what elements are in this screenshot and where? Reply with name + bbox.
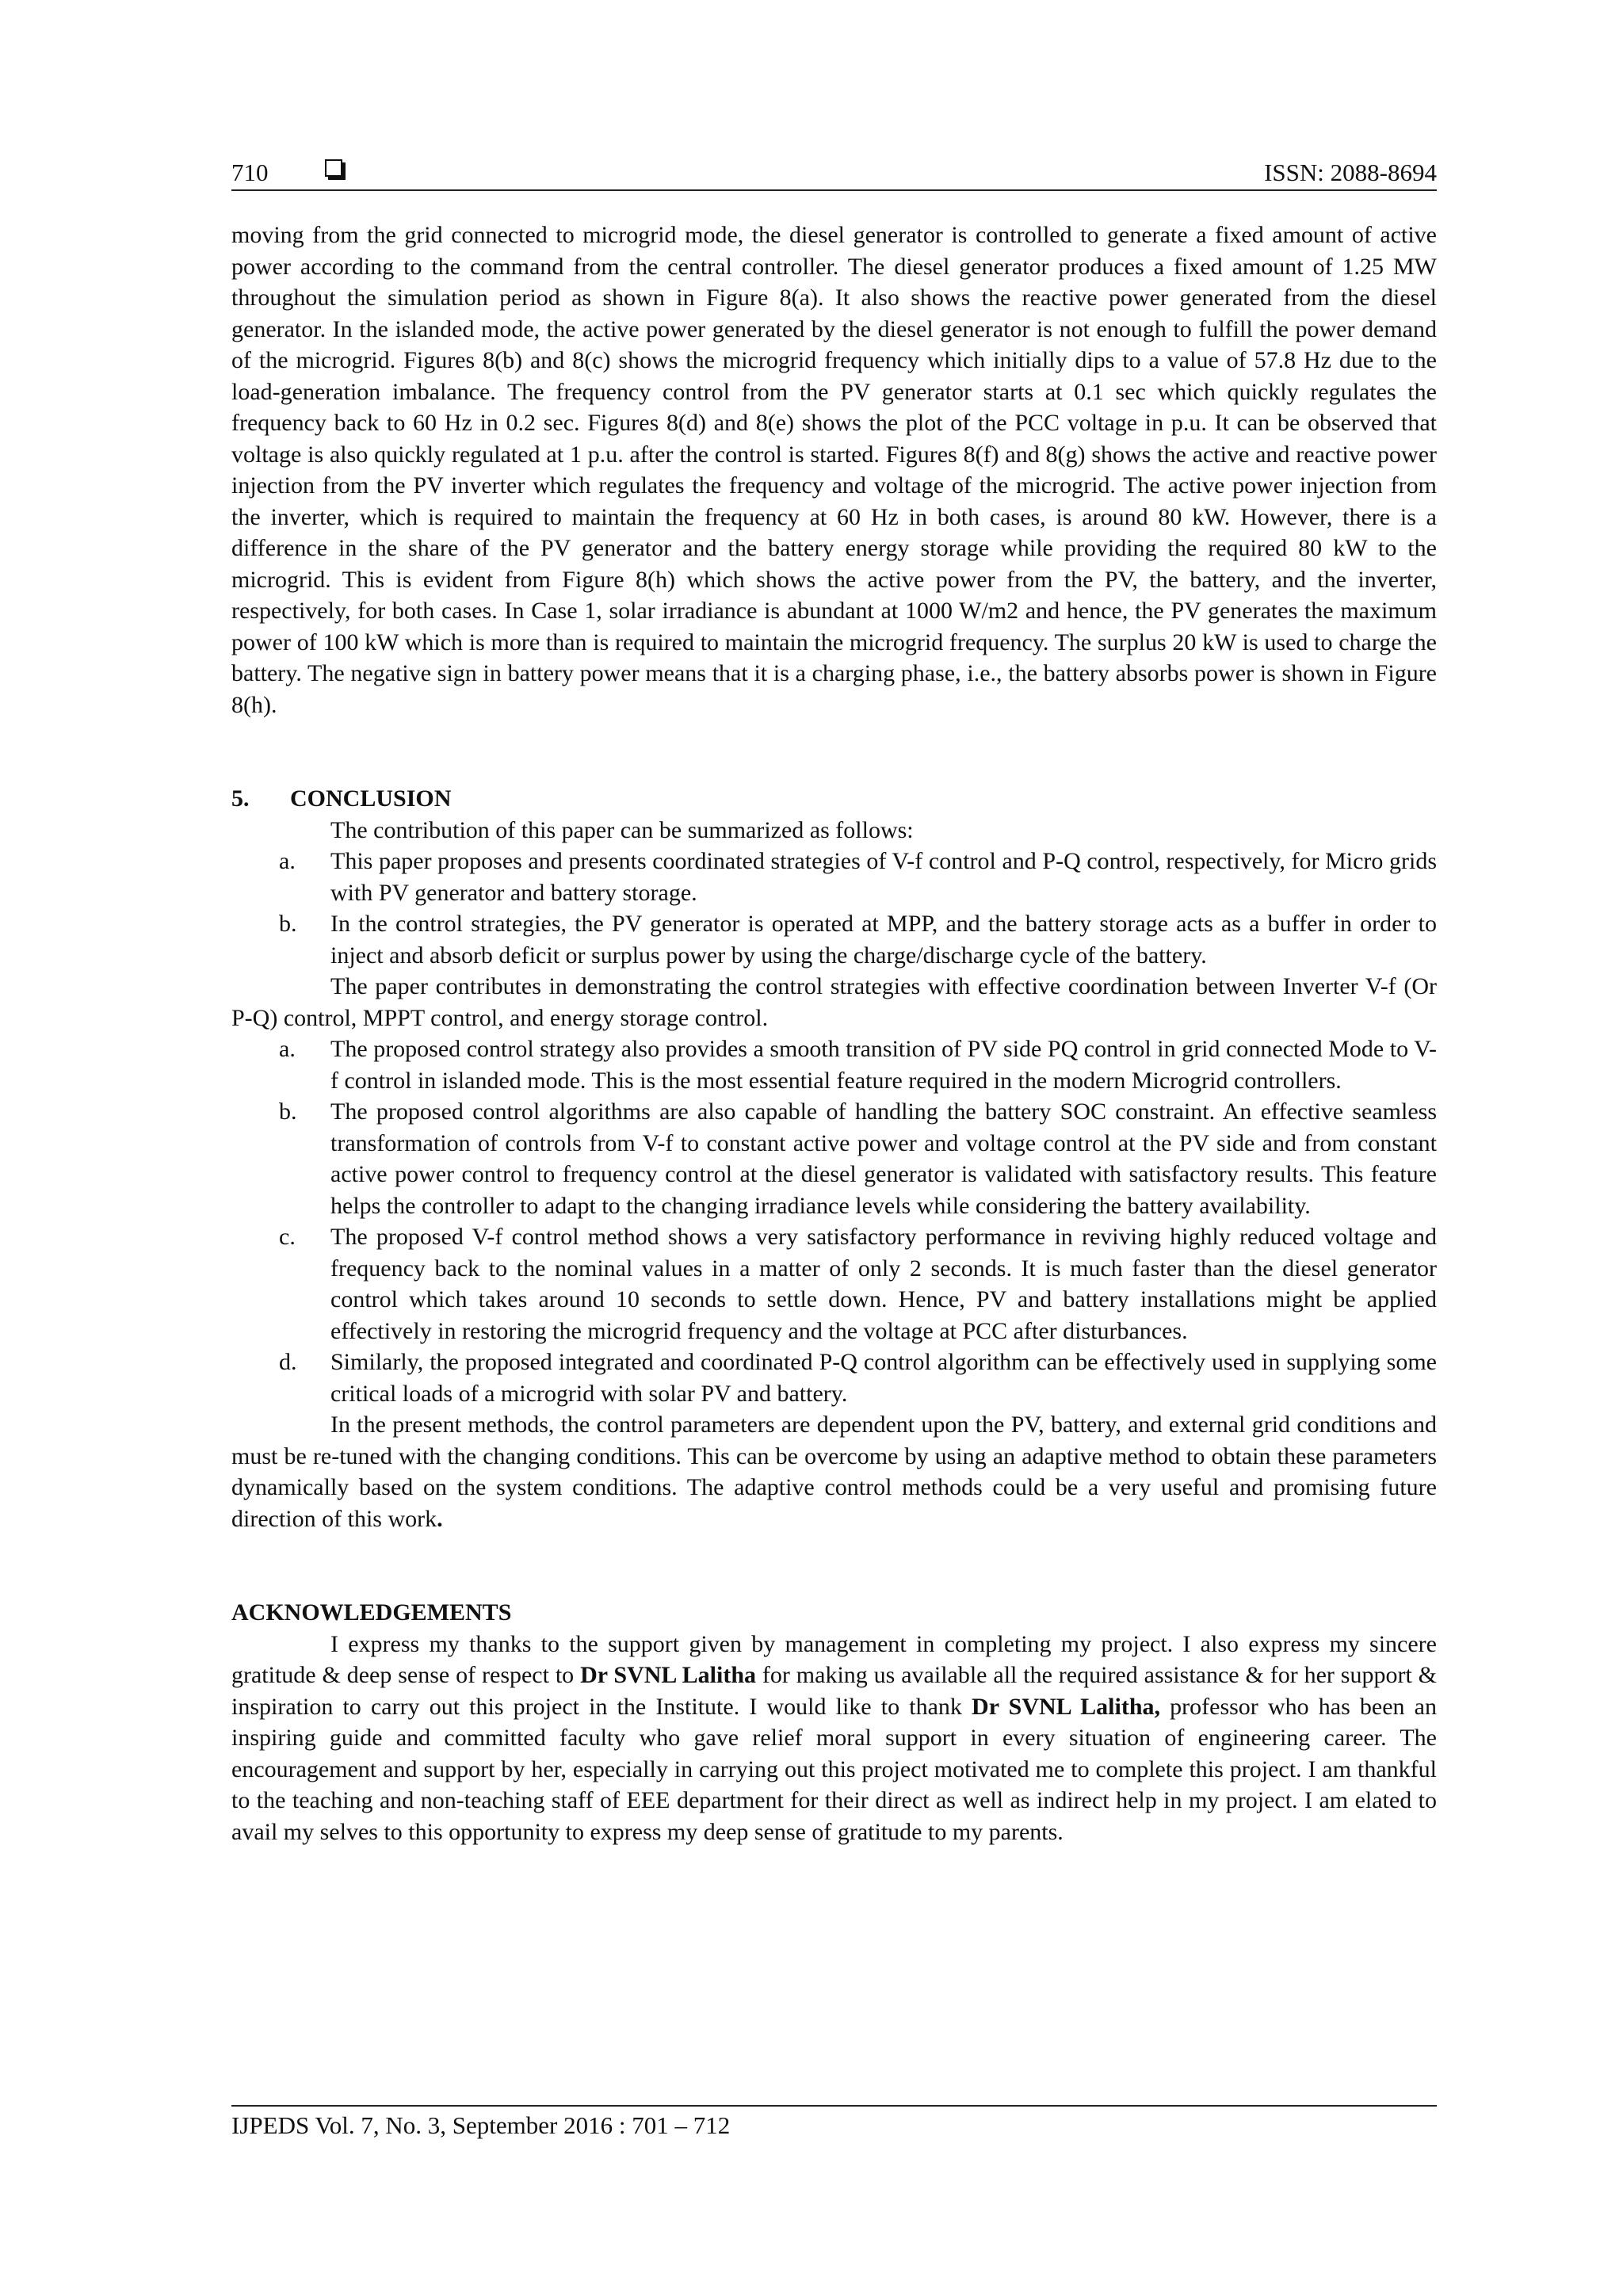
list-item xyxy=(231,908,1437,971)
conclusion-lead: The contribution of this paper can be summarized as follows: xyxy=(330,816,914,843)
footer-divider xyxy=(231,2105,1437,2107)
list-item-text: Similarly, the proposed integrated and coordinated P-Q control algorithm can be effectively used in supplying some critical loads of a microgrid with solar PV and battery. xyxy=(330,1349,1437,1407)
list-item xyxy=(231,1221,1437,1347)
ack-text-1: I express my thanks to the support given by management in completing my project. I also express my sincere gratitude & deep sense of respect to xyxy=(231,1630,1437,1688)
list-marker: b. xyxy=(279,1098,297,1125)
closing-text: In the present methods, the control parameters are dependent upon the PV, battery, and external grid conditions and must be re-tuned with the changing conditions. This can be overcome by using an adaptive method to obtain these parameters dynamically based on the system conditions. The adaptive control methods could be a very useful and promising future direction of this work xyxy=(231,1412,1437,1532)
list-item xyxy=(231,1033,1437,1096)
list-item-text: This paper proposes and presents coordinated strategies of V-f control and P-Q control, respectively, for Micro grids with PV generator and battery storage. xyxy=(330,848,1437,906)
ack-text-3: professor who has been an inspiring guide and committed faculty who gave relief moral support in every situation of engineering career. The encouragement and support by her, especially in carrying out this project motivated me to complete this project. I am thankful to the teaching and non-teaching staff of EEE department for their direct as well as indirect help in my project. I am elated to avail my selves to this opportunity to express my deep sense of gratitude to my parents. xyxy=(231,1693,1437,1845)
page-number: 710 xyxy=(231,159,269,186)
header-divider xyxy=(231,189,1437,191)
acknowledgements-heading: ACKNOWLEDGEMENTS xyxy=(231,1599,512,1626)
list-item xyxy=(231,846,1437,908)
issn-label: ISSN: 2088-8694 xyxy=(1264,159,1437,186)
list-marker: b. xyxy=(279,911,297,937)
section-title: CONCLUSION xyxy=(290,785,452,812)
section-spacer xyxy=(231,1534,1437,1597)
results-paragraph: moving from the grid connected to microgrid mode, the diesel generator is controlled to generate a fixed amount of active power according to the command from the central controller. The diesel generator produces a fixed amount of 1.25 MW throughout the simulation period as shown in Figure 8(a). It also shows the reactive power generated from the diesel generator. In the islanded mode, the active power generated by the diesel generator is not enough to fulfill the power demand of the microgrid. Figures 8(b) and 8(c) shows the microgrid frequency which initially dips to a value of 57.8 Hz due to the load-generation imbalance. The frequency control from the PV generator starts at 0.1 sec which quickly regulates the frequency back to 60 Hz in 0.2 sec. Figures 8(d) and 8(e) shows the plot of the PCC voltage in p.u. It can be observed that voltage is also quickly regulated at 1 p.u. after the control is started. Figures 8(f) and 8(g) shows the active and reactive power injection from the PV inverter which regulates the frequency and voltage of the microgrid. The active power injection from the inverter, which is required to maintain the frequency at 60 Hz in both cases, is around 80 kW. However, there is a difference in the share of the PV generator and the battery energy storage while providing the required 80 kW to the microgrid. This is evident from Figure 8(h) which shows the active power from the PV, the battery, and the inverter, respectively, for both cases. In Case 1, solar irradiance is abundant at 1000 W/m2 and hence, the PV generates the maximum power of 100 kW which is more than is required to maintain the microgrid frequency. The surplus 20 kW is used to charge the battery. The negative sign in battery power means that it is a charging phase, i.e., the battery absorbs power is shown in Figure 8(h). xyxy=(231,222,1437,718)
ack-name-1: Dr SVNL Lalitha xyxy=(580,1662,757,1688)
running-header xyxy=(231,155,1437,190)
list-marker: d. xyxy=(279,1349,297,1375)
checkbox-square-icon xyxy=(325,159,342,177)
section-spacer xyxy=(231,720,1437,783)
list-marker: a. xyxy=(279,848,296,874)
closing-period: . xyxy=(437,1505,443,1532)
list-item-text: In the control strategies, the PV generator is operated at MPP, and the battery storage acts as a buffer in order to inject and absorb deficit or surplus power by using the charge/discharge cycle of the battery. xyxy=(330,911,1437,968)
list-item xyxy=(231,1096,1437,1221)
main-text xyxy=(231,220,1437,1847)
section-number: 5. xyxy=(231,785,250,812)
acknowledgements-paragraph xyxy=(231,1629,1437,1848)
list-marker: a. xyxy=(279,1036,296,1062)
journal-citation: IJPEDS Vol. 7, No. 3, September 2016 : 701 – 712 xyxy=(231,2111,731,2139)
list-item xyxy=(231,1347,1437,1409)
ack-text-2: for making us available all the required assistance & for her support & inspiration to carry out this project in the Institute. I would like to thank xyxy=(231,1662,1438,1720)
conclusion-heading xyxy=(231,783,1437,815)
contribution-list-2 xyxy=(231,1033,1437,1409)
list-item-text: The proposed control algorithms are also capable of handling the battery SOC constraint. An effective seamless transformation of controls from V-f to constant active power and voltage control at the PV side and from constant active power control to frequency control at the diesel generator is validated with satisfactory results. This feature helps the controller to adapt to the changing irradiance levels while considering the battery availability. xyxy=(330,1098,1437,1219)
conclusion-closing xyxy=(231,1409,1437,1534)
list-item-text: The proposed control strategy also provides a smooth transition of PV side PQ control in grid connected Mode to V-f control in islanded mode. This is the most essential feature required in the modern Microgrid controllers. xyxy=(330,1036,1437,1094)
list-item-text: The proposed V-f control method shows a very satisfactory performance in reviving highly reduced voltage and frequency back to the nominal values in a matter of only 2 seconds. It is much faster than the diesel generator control which takes around 10 seconds to settle down. Hence, PV and battery installations might be applied effectively in restoring the microgrid frequency and the voltage at PCC after disturbances. xyxy=(330,1224,1437,1344)
contribution-list-1 xyxy=(231,846,1437,971)
conclusion-middle: The paper contributes in demonstrating the control strategies with effective coordination between Inverter V-f (Or P-Q) control, MPPT control, and energy storage control. xyxy=(231,973,1437,1031)
list-marker: c. xyxy=(279,1224,296,1250)
ack-name-2: Dr SVNL Lalitha, xyxy=(972,1693,1161,1720)
